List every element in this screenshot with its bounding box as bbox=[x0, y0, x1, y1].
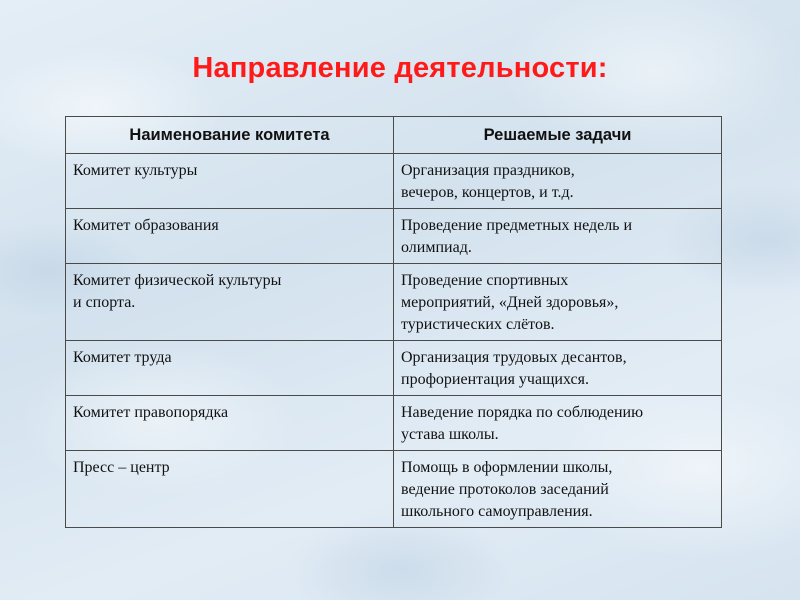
committee-name-cell bbox=[66, 341, 394, 396]
header-tasks: Решаемые задачи bbox=[394, 117, 722, 154]
task-line: Организация трудовых десантов, bbox=[401, 349, 627, 366]
tasks-cell bbox=[394, 451, 722, 528]
committee-name: Комитет труда bbox=[73, 349, 172, 366]
task-line: Проведение предметных недель и bbox=[401, 217, 633, 234]
committee-name: и спорта. bbox=[73, 294, 136, 311]
committee-name: Комитет физической культуры bbox=[73, 272, 282, 289]
task-line: мероприятий, «Дней здоровья», bbox=[401, 294, 619, 311]
tasks-cell bbox=[394, 264, 722, 341]
task-line: вечеров, концертов, и т.д. bbox=[401, 184, 574, 201]
committee-name-cell bbox=[66, 209, 394, 264]
task-line: олимпиад. bbox=[401, 239, 472, 256]
tasks-cell bbox=[394, 154, 722, 209]
task-line: Организация праздников, bbox=[401, 162, 575, 179]
committee-name-cell bbox=[66, 154, 394, 209]
committee-name: Комитет культуры bbox=[73, 162, 198, 179]
committee-name: Комитет образования bbox=[73, 217, 219, 234]
task-line: ведение протоколов заседаний bbox=[401, 481, 609, 498]
table-row bbox=[66, 264, 722, 341]
task-line: Наведение порядка по соблюдению bbox=[401, 404, 644, 421]
task-line: Помощь в оформлении школы, bbox=[401, 459, 613, 476]
committee-name-cell bbox=[66, 264, 394, 341]
table-header-row bbox=[66, 117, 722, 154]
committee-name: Пресс – центр bbox=[73, 459, 170, 476]
header-committee-name: Наименование комитета bbox=[66, 117, 394, 154]
tasks-cell bbox=[394, 396, 722, 451]
tasks-cell bbox=[394, 341, 722, 396]
task-line: устава школы. bbox=[401, 426, 499, 443]
table-row bbox=[66, 396, 722, 451]
table-row bbox=[66, 209, 722, 264]
tasks-cell bbox=[394, 209, 722, 264]
slide-title: Направление деятельности: bbox=[192, 52, 608, 84]
task-line: Проведение спортивных bbox=[401, 272, 569, 289]
table-row bbox=[66, 451, 722, 528]
task-line: профориентация учащихся. bbox=[401, 371, 589, 388]
table-row bbox=[66, 154, 722, 209]
committees-table bbox=[65, 116, 722, 528]
committee-name-cell bbox=[66, 451, 394, 528]
task-line: туристических слётов. bbox=[401, 316, 555, 333]
committee-name-cell bbox=[66, 396, 394, 451]
table-row bbox=[66, 341, 722, 396]
committee-name: Комитет правопорядка bbox=[73, 404, 229, 421]
task-line: школьного самоуправления. bbox=[401, 503, 593, 520]
